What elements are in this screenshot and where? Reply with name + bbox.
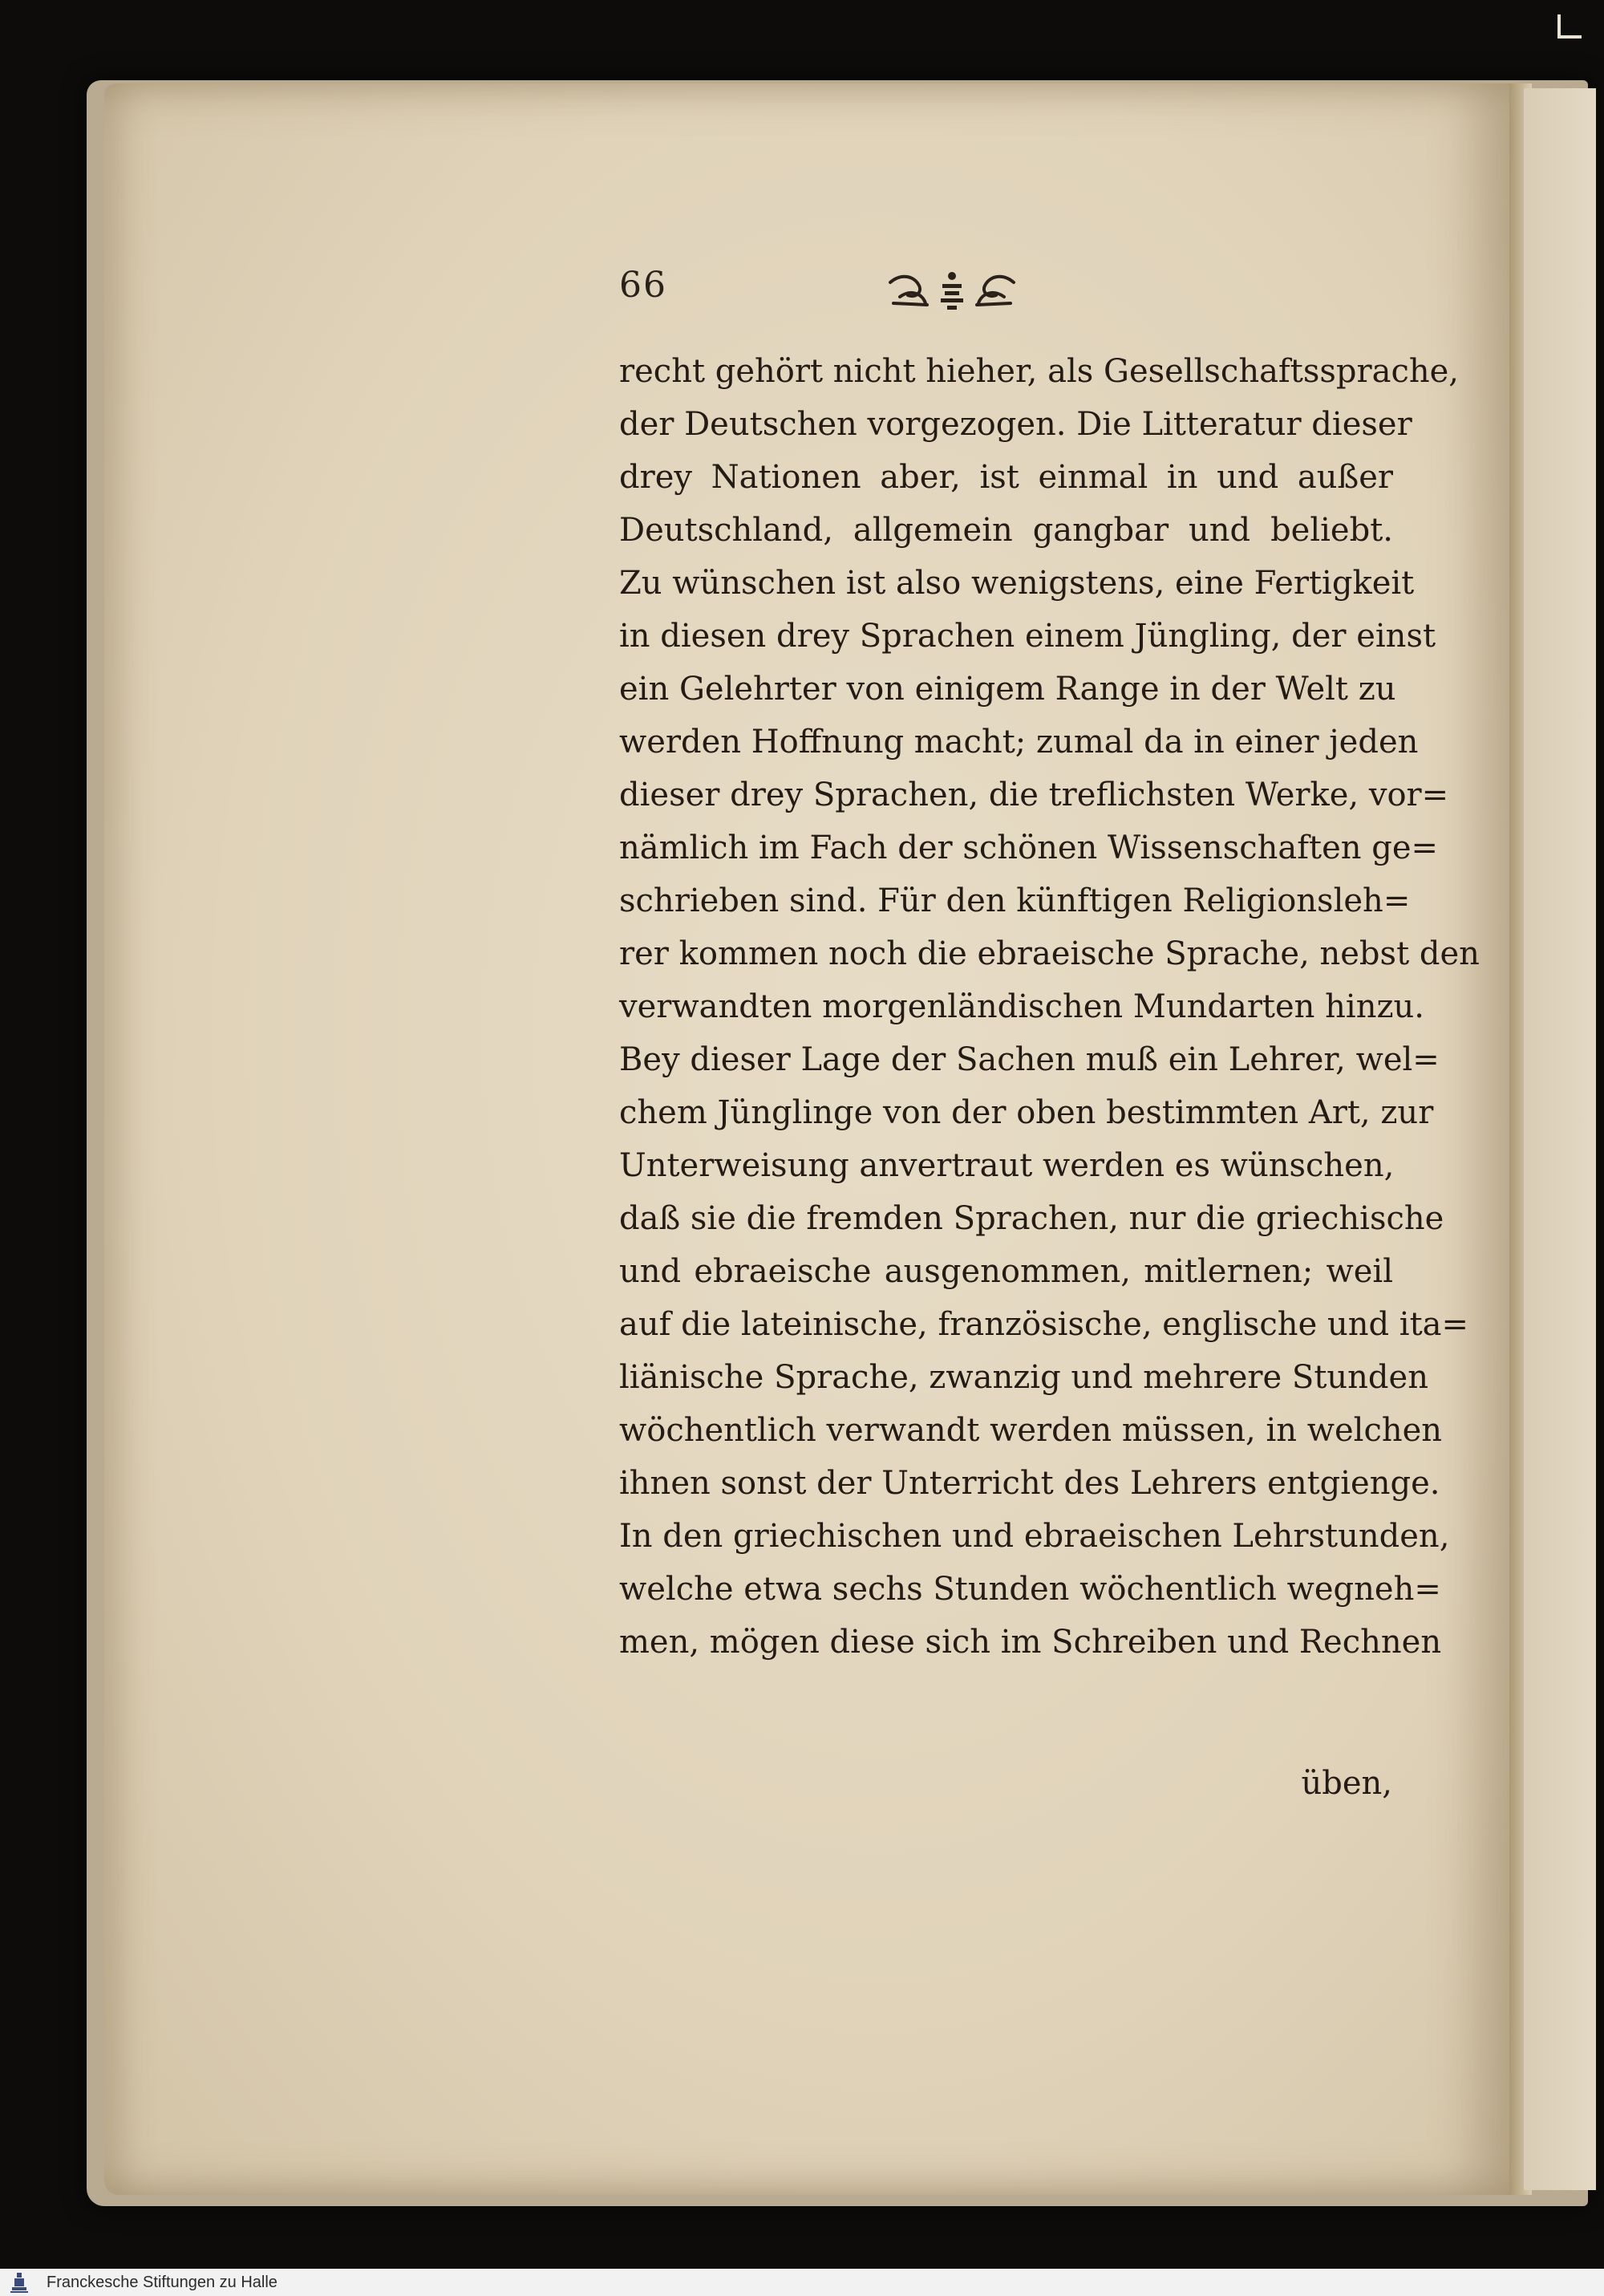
- page-body-text: [619, 345, 1480, 1669]
- text-line: drey Nationen aber, ist einmal in und außer: [619, 459, 1393, 496]
- facing-page-edge: [1524, 88, 1596, 2190]
- text-line: Zu wünschen ist also wenigstens, eine Fertigkeit: [619, 565, 1415, 602]
- text-line: wöchentlich verwandt werden müssen, in welchen: [619, 1412, 1443, 1449]
- text-line: ein Gelehrter von einigem Range in der Welt zu: [619, 671, 1396, 708]
- floral-fleuron-icon: [884, 265, 1020, 321]
- page-number: 66: [619, 265, 667, 306]
- footer-bar: [0, 2269, 1604, 2296]
- text-line: in diesen drey Sprachen einem Jüngling, der einst: [619, 618, 1436, 655]
- text-line: welche etwa sechs Stunden wöchentlich wegneh=: [619, 1571, 1441, 1608]
- text-line: nämlich im Fach der schönen Wissenschaften ge=: [619, 830, 1439, 866]
- text-line: chem Jünglinge von der oben bestimmten Art, zur: [619, 1094, 1434, 1131]
- text-line: Deutschland, allgemein gangbar und beliebt.: [619, 512, 1393, 549]
- text-line: auf die lateinische, französische, englische und ita=: [619, 1306, 1469, 1343]
- page-header: [619, 265, 1389, 321]
- text-line: Unterweisung anvertraut werden es wünschen,: [619, 1147, 1395, 1184]
- text-line: daß sie die fremden Sprachen, nur die griechische: [619, 1200, 1444, 1237]
- catchword: üben,: [1301, 1765, 1392, 1802]
- text-line: der Deutschen vorgezogen. Die Litteratur dieser: [619, 406, 1412, 443]
- text-line: dieser drey Sprachen, die treflichsten Werke, vor=: [619, 777, 1449, 813]
- text-line: In den griechischen und ebraeischen Lehrstunden,: [619, 1518, 1450, 1555]
- text-line: men, mögen diese sich im Schreiben und Rechnen: [619, 1624, 1442, 1661]
- scan-corner-mark: [1557, 14, 1582, 39]
- text-line: verwandten morgenländischen Mundarten hinzu.: [619, 988, 1425, 1025]
- text-line: rer kommen noch die ebraeische Sprache, nebst den: [619, 935, 1480, 972]
- text-line: und ebraeische ausgenommen, mitlernen; weil: [619, 1253, 1393, 1290]
- text-line: werden Hoffnung macht; zumal da in einer jeden: [619, 724, 1419, 761]
- text-line: schrieben sind. Für den künftigen Religionsleh=: [619, 882, 1411, 919]
- foundation-logo-icon: [8, 2271, 30, 2294]
- text-line: Bey dieser Lage der Sachen muß ein Lehrer, wel=: [619, 1041, 1440, 1078]
- text-line: ihnen sonst der Unterricht des Lehrers entgienge.: [619, 1465, 1440, 1502]
- text-line: recht gehört nicht hieher, als Gesellschaftssprache,: [619, 353, 1459, 390]
- text-line: liänische Sprache, zwanzig und mehrere Stunden: [619, 1359, 1428, 1396]
- footer-credit: Franckesche Stiftungen zu Halle: [47, 2274, 277, 2291]
